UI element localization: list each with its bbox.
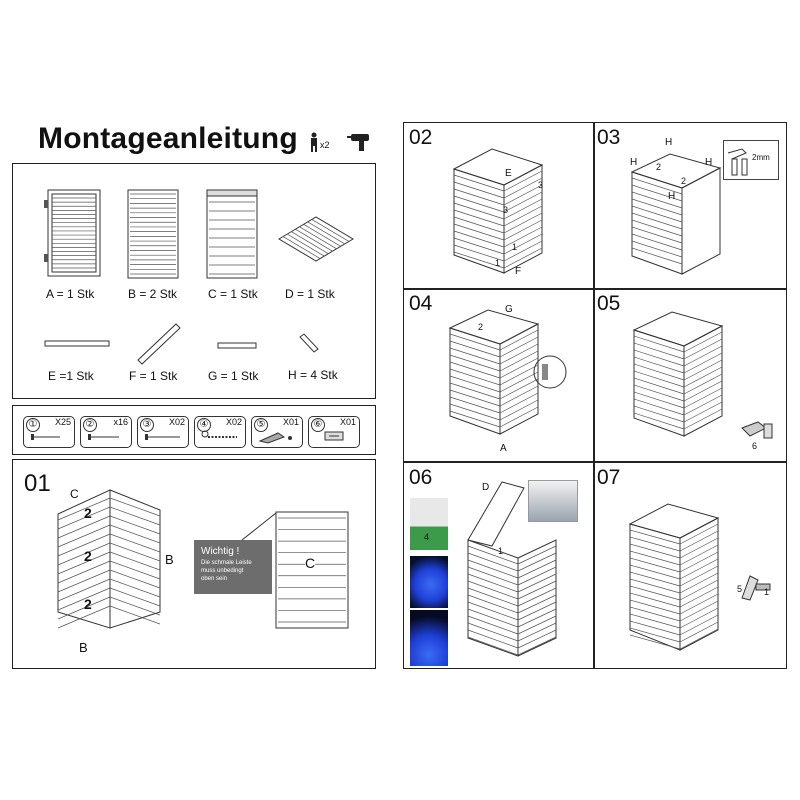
hinge-icon: [258, 429, 298, 445]
hinge-detail-drawing: [738, 418, 778, 448]
step-01-number: 01: [24, 470, 51, 497]
page-title: Montageanleitung: [38, 122, 298, 155]
part-d-drawing: [276, 215, 356, 265]
hardware-number: ⑥: [311, 418, 325, 432]
divider-h2: [403, 461, 787, 463]
part-label-h: H = 4 Stk: [288, 368, 338, 382]
person-count: x2: [320, 140, 330, 150]
part-label-b: B = 2 Stk: [128, 287, 178, 301]
warning-line-2: muss unbedingt: [201, 568, 244, 574]
part-label-g: G = 1 Stk: [208, 369, 259, 383]
screw-count-1: 2: [84, 505, 92, 521]
step-04-detail-drawing: [530, 354, 572, 390]
step-02-number: 02: [409, 126, 433, 149]
latch-count-5: 5: [737, 584, 743, 594]
step-07-drawing: [624, 496, 724, 656]
part-h-drawing: [298, 333, 320, 355]
chain-hook-icon: [201, 429, 241, 445]
label-d: D: [482, 482, 490, 493]
step-05-number: 05: [597, 292, 621, 315]
screw-1: 1: [498, 546, 504, 556]
label-h-bottom: H: [668, 191, 676, 202]
warning-line-1: Die schmale Leiste: [201, 560, 252, 566]
hinge-count: 6: [752, 441, 758, 451]
latch-count-1: 1: [764, 587, 770, 597]
part-label-e: E =1 Stk: [48, 369, 94, 383]
divider-h1: [403, 288, 787, 290]
step-03-number: 03: [597, 126, 621, 149]
hardware-qty: X01: [282, 417, 299, 427]
label-f: F: [515, 266, 522, 277]
latch-icon: [315, 429, 355, 445]
warning-box: [194, 540, 272, 594]
label-b-right: B: [165, 552, 174, 567]
hardware-qty: X02: [225, 417, 242, 427]
photo-hinge-blue: [410, 556, 448, 608]
hardware-item-6: [308, 416, 360, 448]
screw-icon: [30, 429, 70, 445]
label-h-top: H: [665, 137, 673, 148]
screw-1-a: 1: [512, 242, 518, 252]
label-g: G: [505, 304, 513, 315]
divider-vertical: [593, 122, 595, 669]
part-c-drawing: [205, 190, 261, 280]
part-b-drawing: [126, 190, 182, 280]
step-05-drawing: [628, 306, 728, 450]
hardware-qty: x16: [113, 417, 128, 427]
photo-step-4: 4: [424, 532, 430, 542]
label-b-bottom: B: [79, 640, 88, 655]
hardware-number: ④: [197, 418, 211, 432]
hardware-number: ③: [140, 418, 154, 432]
part-label-f: F = 1 Stk: [129, 369, 178, 383]
photo-chain-blue: [410, 610, 448, 666]
hardware-item-2: [80, 416, 132, 448]
part-a-drawing: [44, 188, 104, 278]
hardware-item-3: [137, 416, 189, 448]
screw-1-b: 1: [495, 258, 501, 268]
label-e: E: [505, 168, 512, 179]
screw-3-b: 3: [503, 205, 509, 215]
hardware-qty: X02: [168, 417, 185, 427]
part-e-drawing: [44, 340, 110, 348]
hardware-number: ②: [83, 418, 97, 432]
screw-count-3: 2: [84, 596, 92, 612]
lid-detail-photo: [528, 480, 578, 522]
warning-heading: Wichtig !: [201, 546, 240, 557]
part-g-drawing: [217, 342, 257, 350]
hardware-qty: X25: [54, 417, 71, 427]
screw-count-2: 2: [84, 548, 92, 564]
part-label-a: A = 1 Stk: [46, 287, 95, 301]
hardware-item-5: [251, 416, 303, 448]
part-label-c: C = 1 Stk: [208, 287, 258, 301]
label-c: C: [70, 487, 79, 501]
drill-icon: [347, 132, 373, 152]
screw-2: 2: [478, 322, 484, 332]
gap-label: 2mm: [752, 153, 770, 162]
label-panel-c: C: [305, 555, 316, 571]
part-label-d: D = 1 Stk: [285, 287, 335, 301]
hardware-item-1: [23, 416, 75, 448]
screw-icon: [87, 429, 127, 445]
part-f-drawing: [136, 322, 182, 366]
step-06-number: 06: [409, 466, 433, 489]
label-a: A: [500, 443, 507, 454]
step-04-number: 04: [409, 292, 433, 315]
screw-2-b: 2: [681, 176, 687, 186]
hardware-item-4: [194, 416, 246, 448]
step-01-drawing: [50, 484, 170, 634]
hardware-number: ⑤: [254, 418, 268, 432]
hardware-qty: X01: [339, 417, 356, 427]
screw-2-a: 2: [656, 162, 662, 172]
gap-detail-box: [723, 140, 779, 180]
warning-line-3: oben sein: [201, 576, 228, 582]
step-07-number: 07: [597, 466, 621, 489]
screw-icon: [144, 429, 184, 445]
label-h-right: H: [705, 157, 713, 168]
label-h-left: H: [630, 157, 638, 168]
screw-3-a: 3: [538, 180, 544, 190]
photo-hinge-green: [410, 498, 448, 550]
hardware-number: ①: [26, 418, 40, 432]
